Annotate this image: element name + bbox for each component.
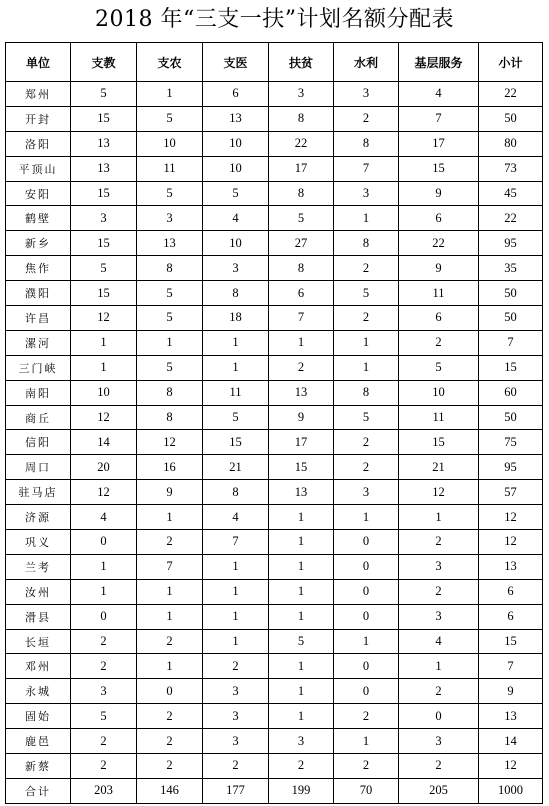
agriculture-cell: 2 (137, 754, 203, 779)
subtotal-cell: 9 (479, 679, 543, 704)
agriculture-cell: 8 (137, 256, 203, 281)
unit-cell: 周口 (6, 455, 71, 480)
subtotal-cell: 95 (479, 455, 543, 480)
agriculture-cell: 5 (137, 106, 203, 131)
water-cell: 1 (334, 629, 399, 654)
teaching-cell: 14 (71, 430, 137, 455)
agriculture-cell: 1 (137, 330, 203, 355)
teaching-cell: 3 (71, 679, 137, 704)
subtotal-cell: 14 (479, 729, 543, 754)
water-cell: 0 (334, 579, 399, 604)
grassroots-cell: 2 (399, 579, 479, 604)
quota-table (5, 42, 543, 804)
water-cell: 5 (334, 405, 399, 430)
poverty-cell: 5 (269, 629, 334, 654)
water-cell: 2 (334, 106, 399, 131)
poverty-cell: 15 (269, 455, 334, 480)
grassroots-cell: 7 (399, 106, 479, 131)
table-body (6, 82, 543, 804)
water-cell: 1 (334, 330, 399, 355)
subtotal-cell: 22 (479, 206, 543, 231)
water-cell: 0 (334, 554, 399, 579)
unit-cell: 济源 (6, 505, 71, 530)
total-row (6, 778, 543, 803)
water-cell: 8 (334, 131, 399, 156)
teaching-cell: 3 (71, 206, 137, 231)
poverty-cell: 1 (269, 654, 334, 679)
unit-cell: 邓州 (6, 654, 71, 679)
subtotal-cell: 75 (479, 430, 543, 455)
teaching-cell: 1 (71, 355, 137, 380)
water-cell: 1 (334, 505, 399, 530)
agriculture-cell: 2 (137, 629, 203, 654)
teaching-cell: 0 (71, 530, 137, 555)
header-agriculture: 支农 (137, 43, 203, 82)
teaching-cell: 0 (71, 604, 137, 629)
water-cell: 2 (334, 256, 399, 281)
teaching-cell: 1 (71, 579, 137, 604)
unit-cell: 汝州 (6, 579, 71, 604)
teaching-cell: 15 (71, 181, 137, 206)
grassroots-cell: 17 (399, 131, 479, 156)
header-medical: 支医 (203, 43, 269, 82)
poverty-cell: 6 (269, 281, 334, 306)
medical-cell: 3 (203, 679, 269, 704)
subtotal-cell: 13 (479, 554, 543, 579)
medical-cell: 2 (203, 654, 269, 679)
grassroots-cell: 2 (399, 530, 479, 555)
agriculture-cell: 2 (137, 704, 203, 729)
medical-cell: 4 (203, 206, 269, 231)
subtotal-cell: 50 (479, 281, 543, 306)
table-row (6, 579, 543, 604)
agriculture-cell: 2 (137, 729, 203, 754)
teaching-cell: 5 (71, 256, 137, 281)
water-cell: 2 (334, 306, 399, 331)
poverty-cell: 17 (269, 156, 334, 181)
unit-cell: 鹤壁 (6, 206, 71, 231)
teaching-cell: 15 (71, 106, 137, 131)
water-cell: 7 (334, 156, 399, 181)
medical-cell: 15 (203, 430, 269, 455)
agriculture-cell: 7 (137, 554, 203, 579)
grassroots-cell: 6 (399, 206, 479, 231)
table-row (6, 156, 543, 181)
teaching-cell: 12 (71, 306, 137, 331)
water-cell: 2 (334, 704, 399, 729)
water-cell: 2 (334, 754, 399, 779)
grassroots-cell: 9 (399, 256, 479, 281)
poverty-cell: 1 (269, 679, 334, 704)
subtotal-cell: 1000 (479, 778, 543, 803)
grassroots-cell: 21 (399, 455, 479, 480)
grassroots-cell: 3 (399, 604, 479, 629)
agriculture-cell: 8 (137, 405, 203, 430)
grassroots-cell: 11 (399, 281, 479, 306)
water-cell: 3 (334, 480, 399, 505)
table-row (6, 405, 543, 430)
medical-cell: 10 (203, 231, 269, 256)
table-row (6, 355, 543, 380)
table-row (6, 629, 543, 654)
grassroots-cell: 15 (399, 156, 479, 181)
table-row (6, 455, 543, 480)
table-header-row (6, 43, 543, 82)
medical-cell: 5 (203, 181, 269, 206)
table-row (6, 704, 543, 729)
medical-cell: 1 (203, 330, 269, 355)
medical-cell: 8 (203, 480, 269, 505)
grassroots-cell: 4 (399, 629, 479, 654)
teaching-cell: 2 (71, 654, 137, 679)
subtotal-cell: 50 (479, 405, 543, 430)
medical-cell: 6 (203, 82, 269, 107)
subtotal-cell: 50 (479, 106, 543, 131)
water-cell: 8 (334, 231, 399, 256)
subtotal-cell: 57 (479, 480, 543, 505)
unit-cell: 巩义 (6, 530, 71, 555)
water-cell: 0 (334, 679, 399, 704)
header-poverty: 扶贫 (269, 43, 334, 82)
unit-cell: 合计 (6, 778, 71, 803)
subtotal-cell: 7 (479, 330, 543, 355)
table-row (6, 306, 543, 331)
teaching-cell: 12 (71, 405, 137, 430)
medical-cell: 1 (203, 554, 269, 579)
subtotal-cell: 15 (479, 355, 543, 380)
unit-cell: 安阳 (6, 181, 71, 206)
table-row (6, 181, 543, 206)
medical-cell: 4 (203, 505, 269, 530)
subtotal-cell: 7 (479, 654, 543, 679)
medical-cell: 5 (203, 405, 269, 430)
medical-cell: 3 (203, 729, 269, 754)
grassroots-cell: 5 (399, 355, 479, 380)
table-row (6, 480, 543, 505)
poverty-cell: 8 (269, 181, 334, 206)
subtotal-cell: 12 (479, 530, 543, 555)
teaching-cell: 10 (71, 380, 137, 405)
table-row (6, 206, 543, 231)
header-subtotal: 小计 (479, 43, 543, 82)
subtotal-cell: 22 (479, 82, 543, 107)
unit-cell: 商丘 (6, 405, 71, 430)
poverty-cell: 1 (269, 554, 334, 579)
unit-cell: 开封 (6, 106, 71, 131)
table-row (6, 106, 543, 131)
poverty-cell: 17 (269, 430, 334, 455)
water-cell: 8 (334, 380, 399, 405)
grassroots-cell: 3 (399, 554, 479, 579)
medical-cell: 13 (203, 106, 269, 131)
poverty-cell: 1 (269, 579, 334, 604)
teaching-cell: 1 (71, 330, 137, 355)
medical-cell: 177 (203, 778, 269, 803)
table-row (6, 380, 543, 405)
water-cell: 1 (334, 206, 399, 231)
agriculture-cell: 8 (137, 380, 203, 405)
grassroots-cell: 10 (399, 380, 479, 405)
table-row (6, 505, 543, 530)
table-row (6, 654, 543, 679)
poverty-cell: 7 (269, 306, 334, 331)
grassroots-cell: 205 (399, 778, 479, 803)
poverty-cell: 3 (269, 82, 334, 107)
unit-cell: 新蔡 (6, 754, 71, 779)
poverty-cell: 199 (269, 778, 334, 803)
water-cell: 3 (334, 82, 399, 107)
header-water: 水利 (334, 43, 399, 82)
water-cell: 2 (334, 430, 399, 455)
medical-cell: 8 (203, 281, 269, 306)
grassroots-cell: 15 (399, 430, 479, 455)
grassroots-cell: 9 (399, 181, 479, 206)
medical-cell: 21 (203, 455, 269, 480)
agriculture-cell: 0 (137, 679, 203, 704)
agriculture-cell: 11 (137, 156, 203, 181)
unit-cell: 南阳 (6, 380, 71, 405)
medical-cell: 18 (203, 306, 269, 331)
table-row (6, 604, 543, 629)
medical-cell: 10 (203, 156, 269, 181)
unit-cell: 许昌 (6, 306, 71, 331)
medical-cell: 1 (203, 579, 269, 604)
agriculture-cell: 2 (137, 530, 203, 555)
poverty-cell: 13 (269, 480, 334, 505)
water-cell: 0 (334, 604, 399, 629)
agriculture-cell: 1 (137, 505, 203, 530)
unit-cell: 三门峡 (6, 355, 71, 380)
header-unit: 单位 (6, 43, 71, 82)
water-cell: 5 (334, 281, 399, 306)
water-cell: 1 (334, 355, 399, 380)
unit-cell: 长垣 (6, 629, 71, 654)
unit-cell: 洛阳 (6, 131, 71, 156)
grassroots-cell: 6 (399, 306, 479, 331)
agriculture-cell: 16 (137, 455, 203, 480)
page-title: 2018 年“三支一扶”计划名额分配表 (95, 7, 454, 32)
table-row (6, 231, 543, 256)
medical-cell: 11 (203, 380, 269, 405)
medical-cell: 2 (203, 754, 269, 779)
agriculture-cell: 1 (137, 579, 203, 604)
grassroots-cell: 2 (399, 754, 479, 779)
grassroots-cell: 3 (399, 729, 479, 754)
agriculture-cell: 5 (137, 181, 203, 206)
subtotal-cell: 6 (479, 579, 543, 604)
subtotal-cell: 95 (479, 231, 543, 256)
grassroots-cell: 22 (399, 231, 479, 256)
water-cell: 1 (334, 729, 399, 754)
subtotal-cell: 15 (479, 629, 543, 654)
subtotal-cell: 6 (479, 604, 543, 629)
medical-cell: 1 (203, 629, 269, 654)
subtotal-cell: 12 (479, 505, 543, 530)
table-row (6, 729, 543, 754)
agriculture-cell: 5 (137, 355, 203, 380)
agriculture-cell: 13 (137, 231, 203, 256)
poverty-cell: 8 (269, 256, 334, 281)
poverty-cell: 1 (269, 330, 334, 355)
poverty-cell: 27 (269, 231, 334, 256)
teaching-cell: 20 (71, 455, 137, 480)
teaching-cell: 13 (71, 156, 137, 181)
poverty-cell: 1 (269, 704, 334, 729)
medical-cell: 1 (203, 604, 269, 629)
water-cell: 2 (334, 455, 399, 480)
agriculture-cell: 146 (137, 778, 203, 803)
teaching-cell: 15 (71, 281, 137, 306)
poverty-cell: 1 (269, 604, 334, 629)
medical-cell: 3 (203, 256, 269, 281)
grassroots-cell: 2 (399, 330, 479, 355)
grassroots-cell: 1 (399, 505, 479, 530)
medical-cell: 1 (203, 355, 269, 380)
teaching-cell: 15 (71, 231, 137, 256)
table-row (6, 82, 543, 107)
poverty-cell: 1 (269, 530, 334, 555)
poverty-cell: 5 (269, 206, 334, 231)
unit-cell: 漯河 (6, 330, 71, 355)
teaching-cell: 2 (71, 729, 137, 754)
table-row (6, 754, 543, 779)
unit-cell: 平顶山 (6, 156, 71, 181)
agriculture-cell: 1 (137, 654, 203, 679)
table-row (6, 281, 543, 306)
unit-cell: 永城 (6, 679, 71, 704)
teaching-cell: 13 (71, 131, 137, 156)
table-row (6, 430, 543, 455)
table-row (6, 330, 543, 355)
subtotal-cell: 35 (479, 256, 543, 281)
table-row (6, 131, 543, 156)
poverty-cell: 8 (269, 106, 334, 131)
agriculture-cell: 9 (137, 480, 203, 505)
subtotal-cell: 13 (479, 704, 543, 729)
unit-cell: 新乡 (6, 231, 71, 256)
header-teaching: 支教 (71, 43, 137, 82)
medical-cell: 7 (203, 530, 269, 555)
poverty-cell: 22 (269, 131, 334, 156)
teaching-cell: 203 (71, 778, 137, 803)
grassroots-cell: 11 (399, 405, 479, 430)
agriculture-cell: 1 (137, 82, 203, 107)
teaching-cell: 1 (71, 554, 137, 579)
unit-cell: 信阳 (6, 430, 71, 455)
unit-cell: 固始 (6, 704, 71, 729)
table-row (6, 256, 543, 281)
subtotal-cell: 73 (479, 156, 543, 181)
grassroots-cell: 1 (399, 654, 479, 679)
table-row (6, 530, 543, 555)
poverty-cell: 1 (269, 505, 334, 530)
agriculture-cell: 5 (137, 281, 203, 306)
unit-cell: 鹿邑 (6, 729, 71, 754)
teaching-cell: 5 (71, 704, 137, 729)
water-cell: 70 (334, 778, 399, 803)
unit-cell: 驻马店 (6, 480, 71, 505)
unit-cell: 焦作 (6, 256, 71, 281)
teaching-cell: 12 (71, 480, 137, 505)
teaching-cell: 2 (71, 629, 137, 654)
teaching-cell: 5 (71, 82, 137, 107)
poverty-cell: 13 (269, 380, 334, 405)
grassroots-cell: 0 (399, 704, 479, 729)
poverty-cell: 9 (269, 405, 334, 430)
agriculture-cell: 5 (137, 306, 203, 331)
unit-cell: 滑县 (6, 604, 71, 629)
poverty-cell: 2 (269, 754, 334, 779)
water-cell: 0 (334, 530, 399, 555)
teaching-cell: 4 (71, 505, 137, 530)
agriculture-cell: 12 (137, 430, 203, 455)
poverty-cell: 3 (269, 729, 334, 754)
table-row (6, 679, 543, 704)
teaching-cell: 2 (71, 754, 137, 779)
water-cell: 3 (334, 181, 399, 206)
unit-cell: 濮阳 (6, 281, 71, 306)
agriculture-cell: 1 (137, 604, 203, 629)
grassroots-cell: 4 (399, 82, 479, 107)
subtotal-cell: 12 (479, 754, 543, 779)
subtotal-cell: 60 (479, 380, 543, 405)
water-cell: 0 (334, 654, 399, 679)
grassroots-cell: 2 (399, 679, 479, 704)
medical-cell: 10 (203, 131, 269, 156)
agriculture-cell: 10 (137, 131, 203, 156)
header-grassroots: 基层服务 (399, 43, 479, 82)
subtotal-cell: 45 (479, 181, 543, 206)
grassroots-cell: 12 (399, 480, 479, 505)
subtotal-cell: 50 (479, 306, 543, 331)
poverty-cell: 2 (269, 355, 334, 380)
unit-cell: 兰考 (6, 554, 71, 579)
unit-cell: 郑州 (6, 82, 71, 107)
medical-cell: 3 (203, 704, 269, 729)
table-row (6, 554, 543, 579)
subtotal-cell: 80 (479, 131, 543, 156)
agriculture-cell: 3 (137, 206, 203, 231)
